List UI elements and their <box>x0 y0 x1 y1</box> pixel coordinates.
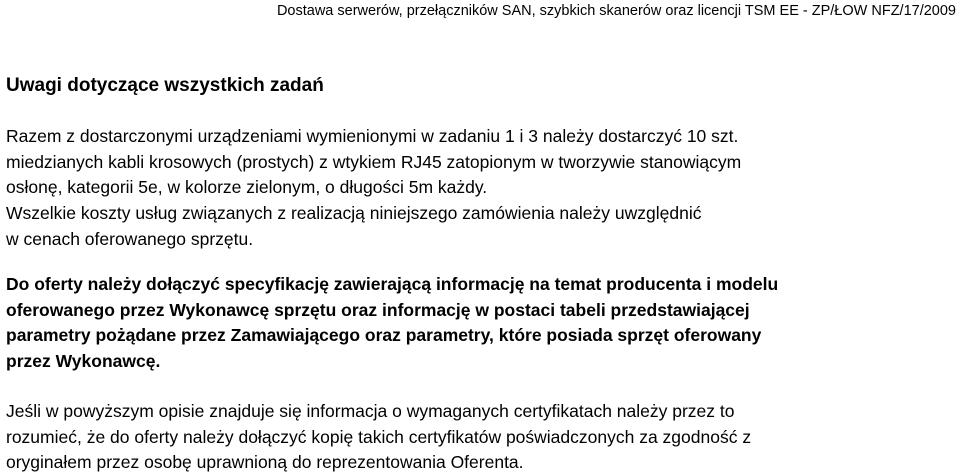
paragraph-specification <box>6 272 778 375</box>
paragraph-line: rozumieć, że do oferty należy dołączyć kopię takich certyfikatów poświadczonych za zgodność z <box>6 426 752 447</box>
paragraph-line: oferowanego przez Wykonawcę sprzętu oraz informację w postaci tabeli przedstawiającej <box>6 299 750 320</box>
paragraph-line: miedzianych kabli krosowych (prostych) z wtykiem RJ45 zatopionym w tworzywie stanowiącym <box>6 151 742 172</box>
paragraph-line: osłonę, kategorii 5e, w kolorze zielonym, o długości 5m każdy. <box>6 177 488 198</box>
paragraph-line: Jeśli w powyższym opisie znajduje się informacja o wymaganych certyfikatach należy przez to <box>6 401 735 421</box>
paragraph-line: przez Wykonawcę. <box>6 351 161 372</box>
page-header: Dostawa serwerów, przełączników SAN, szybkich skanerów oraz licencji TSM EE - ZP/ŁOW NFZ/17/2009 <box>276 3 956 19</box>
paragraph-cables <box>6 124 741 253</box>
paragraph-line: Do oferty należy dołączyć specyfikację zawierającą informację na temat producenta i modelu <box>6 274 779 294</box>
paragraph-line: w cenach oferowanego sprzętu. <box>6 228 254 249</box>
paragraph-line: Wszelkie koszty usług związanych z realizacją niniejszego zamówienia należy uwzględnić <box>6 203 702 224</box>
paragraph-line: parametry pożądane przez Zamawiającego oraz parametry, które posiada sprzęt oferowany <box>6 325 762 346</box>
paragraph-line: Razem z dostarczonymi urządzeniami wymienionymi w zadaniu 1 i 3 należy dostarczyć 10 szt. <box>6 126 739 146</box>
paragraph-certificates <box>6 399 751 476</box>
section-title: Uwagi dotyczące wszystkich zadań <box>6 75 324 96</box>
paragraph-line: oryginałem przez osobę uprawnioną do reprezentowania Oferenta. <box>6 452 524 473</box>
